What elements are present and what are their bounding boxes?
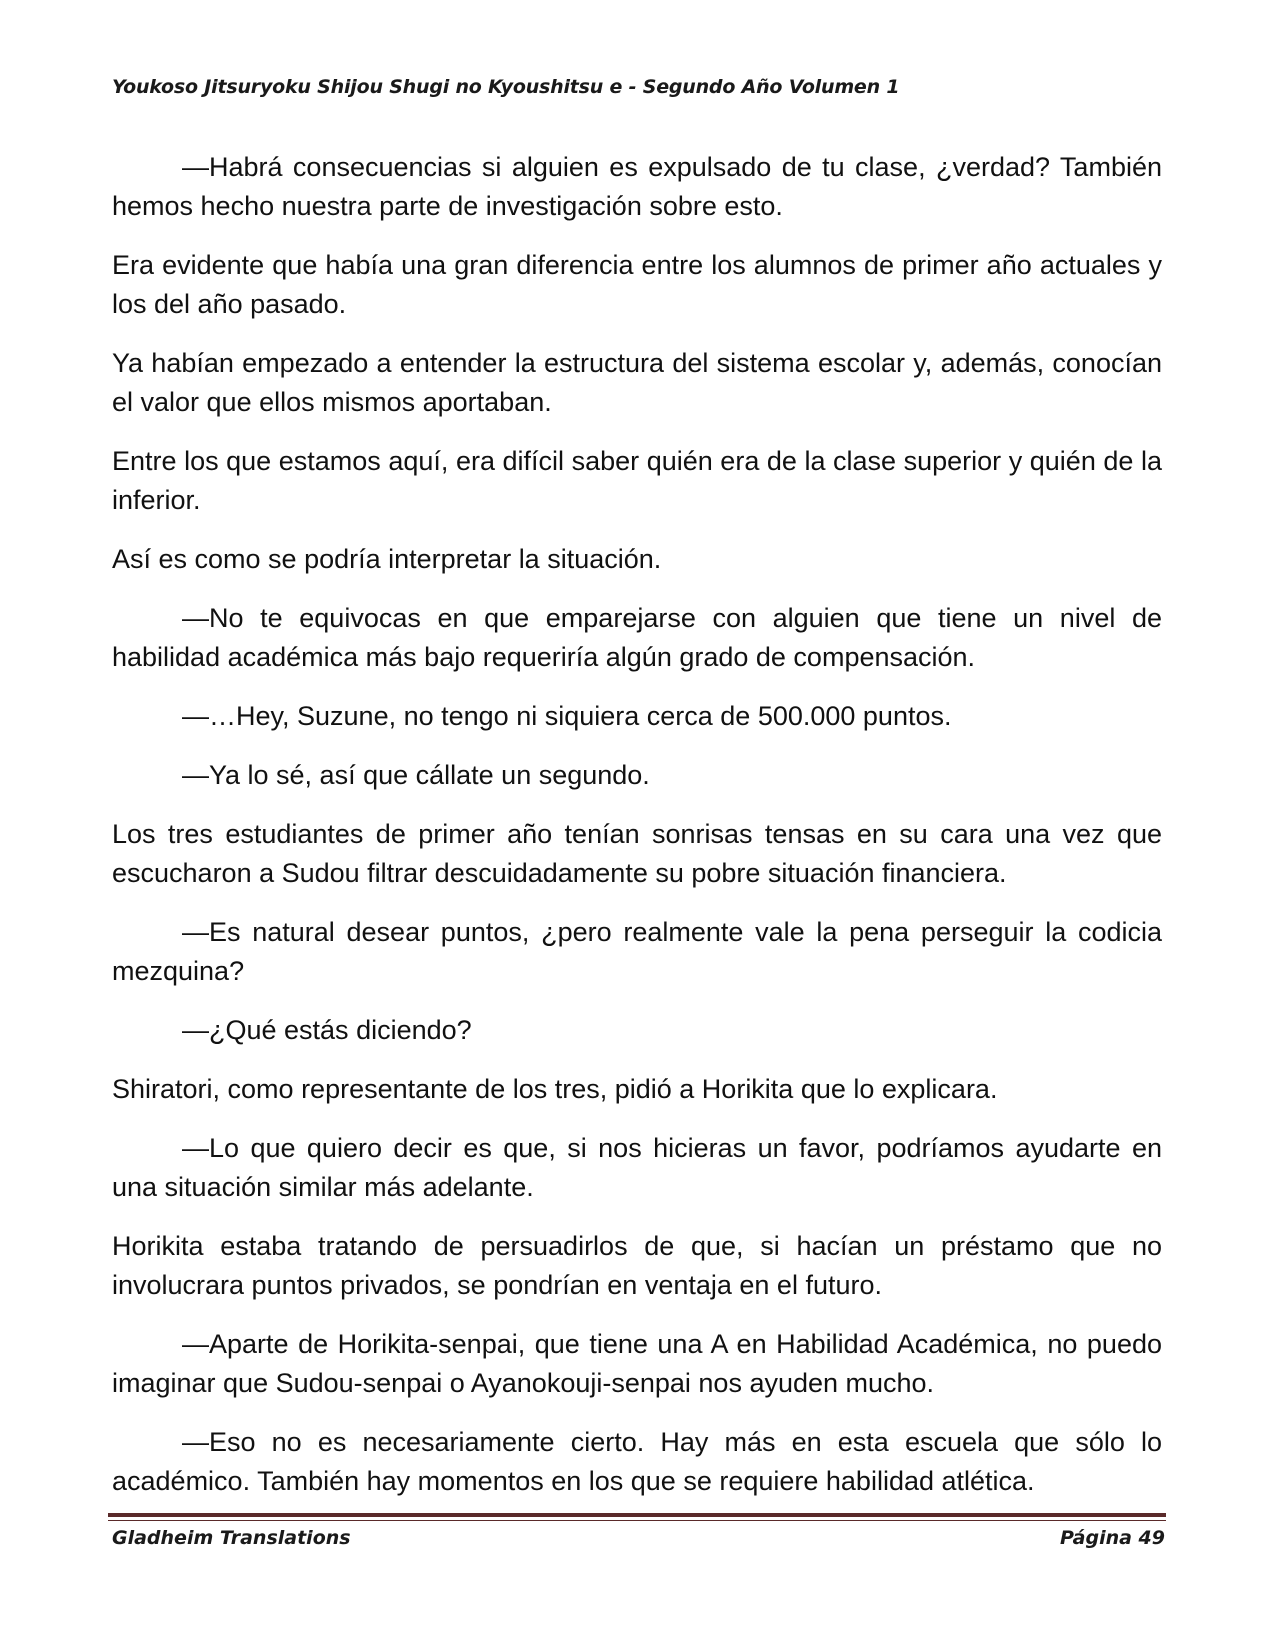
paragraph-dialogue: —Habrá consecuencias si alguien es expulsado de tu clase, ¿verdad? También hemos hecho nuestra parte de investigación sobre esto. bbox=[112, 152, 1162, 221]
footer-divider-thick bbox=[108, 1513, 1166, 1517]
paragraph-dialogue: —No te equivocas en que emparejarse con alguien que tiene un nivel de habilidad académica más bajo requeriría algún grado de compensación. bbox=[112, 603, 1162, 672]
paragraph-narration: Entre los que estamos aquí, era difícil saber quién era de la clase superior y quién de la inferior. bbox=[112, 446, 1162, 515]
footer-translator-credit: Gladheim Translations bbox=[112, 1527, 351, 1549]
paragraph-narration: Los tres estudiantes de primer año tenían sonrisas tensas en su cara una vez que escucharon a Sudou filtrar descuidadamente su pobre situación financiera. bbox=[112, 819, 1162, 888]
paragraph-dialogue: —Aparte de Horikita-senpai, que tiene una A en Habilidad Académica, no puedo imaginar que Sudou-senpai o Ayanokouji-senpai nos ayuden mucho. bbox=[112, 1329, 1162, 1398]
paragraph-dialogue: —Eso no es necesariamente cierto. Hay más en esta escuela que sólo lo académico. También hay momentos en los que se requiere habilidad atlética. bbox=[112, 1427, 1162, 1496]
paragraph-dialogue: —Es natural desear puntos, ¿pero realmente vale la pena perseguir la codicia mezquina? bbox=[112, 917, 1162, 986]
paragraph-narration: Era evidente que había una gran diferencia entre los alumnos de primer año actuales y los del año pasado. bbox=[112, 250, 1162, 319]
body-text bbox=[112, 148, 1162, 1521]
page-header-title: Youkoso Jitsuryoku Shijou Shugi no Kyoushitsu e - Segundo Año Volumen 1 bbox=[112, 76, 900, 98]
paragraph-dialogue: —¿Qué estás diciendo? bbox=[182, 1015, 472, 1045]
paragraph-dialogue: —…Hey, Suzune, no tengo ni siquiera cerca de 500.000 puntos. bbox=[182, 701, 952, 731]
paragraph-narration: Shiratori, como representante de los tres, pidió a Horikita que lo explicara. bbox=[112, 1074, 998, 1104]
paragraph-narration: Horikita estaba tratando de persuadirlos de que, si hacían un préstamo que no involucrara puntos privados, se pondrían en ventaja en el futuro. bbox=[112, 1231, 1162, 1300]
footer-page-number: Página 49 bbox=[1059, 1527, 1165, 1549]
paragraph-dialogue: —Ya lo sé, así que cállate un segundo. bbox=[182, 760, 650, 790]
paragraph-narration: Así es como se podría interpretar la situación. bbox=[112, 544, 662, 574]
paragraph-dialogue: —Lo que quiero decir es que, si nos hicieras un favor, podríamos ayudarte en una situación similar más adelante. bbox=[112, 1133, 1162, 1202]
paragraph-narration: Ya habían empezado a entender la estructura del sistema escolar y, además, conocían el valor que ellos mismos aportaban. bbox=[112, 348, 1162, 417]
footer-divider-thin bbox=[108, 1520, 1166, 1521]
